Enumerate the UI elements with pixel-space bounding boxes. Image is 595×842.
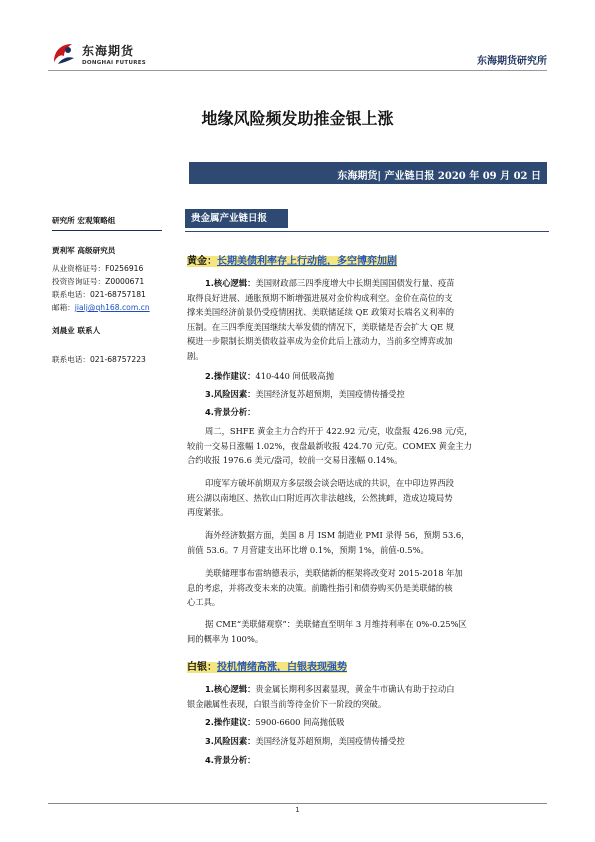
gold-heading[interactable]	[187, 252, 397, 267]
logo-text-cn: 东海期货	[82, 44, 135, 58]
footer-divider	[48, 803, 547, 804]
email-label: 邮箱：	[52, 303, 75, 312]
section-tag-divider	[185, 231, 549, 232]
header-org: 东海期货研究所	[477, 56, 547, 67]
gold-logic: 1.核心逻辑：美国财政部三四季度增大中长期美国国债发行量、疫苗 取得良好进展、通胀预期不断增强进展对金价构成利空。金价在高位的支 撑来美国经济前景仍受疫情困扰、美联储延续 QE 政策对长端名义利率的 压制。在三四季度美国继续大举发债的情况下，美联储是否会扩大 QE 规 模进一步限制长期美债收益率成为金价此后上涨动力，当前多空博弈或加 剧。	[187, 278, 455, 361]
silver-logic: 1.核心逻辑：贵金属长期利多因素显现，黄金牛市确认有助于拉动白 银金融属性表现，白银当前等待金价下一阶段的突破。	[187, 684, 455, 709]
gold-background-label: 4.背景分析：	[205, 407, 256, 417]
gold-operation: 2.操作建议：410-440 间低吸高抛	[205, 371, 335, 381]
gold-paragraph-5: 据 CME“美联储观察”：美联储直至明年 3 月维持利率在 0%-0.25%区 间的概率为 100%。	[187, 619, 467, 644]
analyst1-invest: 投资咨询证号：Z0000671	[52, 277, 145, 286]
sidebar-institute: 研究所 宏观策略组	[52, 216, 116, 225]
silver-background-label: 4.背景分析：	[205, 755, 256, 765]
sidebar-divider	[52, 230, 162, 231]
silver-heading[interactable]	[187, 658, 347, 673]
silver-heading-text: 投机情绪高涨，白银表现强势	[217, 662, 347, 673]
logo-text-en: DONGHAI FUTURES	[82, 60, 147, 66]
section-tag: 贵金属产业链日报	[185, 209, 288, 228]
gold-heading-text: 长期美债利率存上行动能，多空博弈加剧	[217, 256, 397, 267]
document-title: 地缘风险频发助推金银上涨	[201, 109, 394, 128]
gold-paragraph-4: 美联储理事布雷纳德表示，美联储新的框架将改变对 2015-2018 年加 息的考虑，并将改变未来的决策。前瞻性指引和债券购买仍是美联储的核 心工具。	[187, 568, 463, 608]
analyst1-cert: 从业资格证号：F0256916	[52, 264, 144, 273]
silver-heading-key: 白银：	[187, 662, 217, 673]
report-banner-text: 东海期货| 产业链日报 2020 年 09 月 02 日	[337, 171, 541, 182]
analyst1-email-link[interactable]: jialj@qh168.com.cn	[74, 303, 150, 312]
analyst2-phone: 联系电话：021-68757223	[52, 355, 146, 364]
gold-heading-key: 黄金：	[187, 256, 217, 267]
gold-risk: 3.风险因素：美国经济复苏超预期，美国疫情传播受控	[205, 389, 405, 399]
header-divider	[48, 70, 547, 71]
analyst1-phone: 联系电话：021-68757181	[52, 290, 146, 299]
logo-emblem-icon	[48, 38, 78, 68]
analyst1-email-row	[52, 302, 150, 313]
silver-risk: 3.风险因素：美国经济复苏超预期，美国疫情传播受控	[205, 736, 405, 746]
page-number: 1	[295, 806, 300, 814]
silver-operation: 2.操作建议：5900-6600 间高抛低吸	[205, 717, 345, 727]
gold-paragraph-1: 周二，SHFE 黄金主力合约开于 422.92 元/克，收盘报 426.98 元/克， 较前一交易日涨幅 1.02%，夜盘最新收报 424.70 元/克。COMEX 黄金主力 合约收报 1976.6 美元/盎司，较前一交易日涨幅 0.14%。	[187, 426, 473, 466]
gold-paragraph-2: 印度军方破坏前期双方多层级会谈会晤达成的共识，在中印边界西段 班公湖以南地区、热钦山口附近再次非法越线，公然挑衅，造成边境局势 再度紧张。	[187, 478, 454, 518]
gold-paragraph-3: 海外经济数据方面，美国 8 月 ISM 制造业 PMI 录得 56，预期 53.6， 前值 53.6。7 月营建支出环比增 0.1%，预期 1%，前值-0.5%。	[187, 530, 470, 555]
analyst1-name: 贾利军 高级研究员	[52, 246, 116, 255]
analyst2-name: 刘晨业 联系人	[52, 326, 101, 335]
